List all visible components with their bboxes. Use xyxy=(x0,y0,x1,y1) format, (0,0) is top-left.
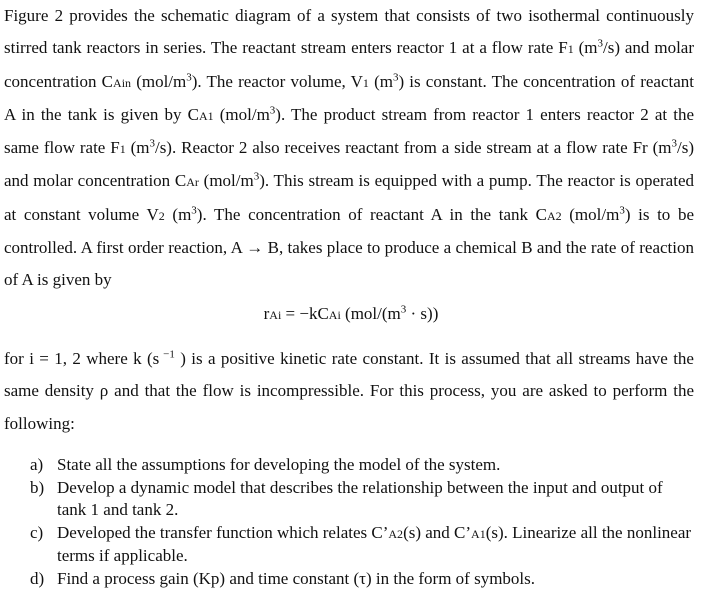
superscript: 3 xyxy=(619,204,625,217)
list-item-text: (s). Linearize all the nonlinear terms if applicable. xyxy=(57,522,692,566)
text-run: ) is a positive kinetic rate constant. It is assumed that all streams have the same density ρ and that the flow is incompressible. For this process, you are asked to perform the following: xyxy=(4,349,694,433)
text-run: (m xyxy=(573,38,598,58)
text-run: ). This stream is equipped with a pump. The reactor is operated at constant volume V xyxy=(4,171,694,224)
task-list xyxy=(30,454,694,591)
list-item-text: State all the assumptions for developing the model of the system. xyxy=(57,455,501,474)
subscript: 1 xyxy=(362,75,369,90)
list-marker: b) xyxy=(30,477,45,497)
list-item xyxy=(30,454,694,477)
text-run: (mol/m xyxy=(561,204,620,224)
list-marker: c) xyxy=(30,522,44,542)
list-marker: a) xyxy=(30,455,44,474)
list-item xyxy=(30,477,694,522)
text-run: (mol/m xyxy=(131,71,187,91)
list-item-text: (s) and C’ xyxy=(403,522,472,542)
subscript: Ai xyxy=(269,308,282,322)
assumptions-paragraph xyxy=(4,343,694,440)
superscript: 3 xyxy=(392,70,399,83)
text-run: /s) and molar concentration C xyxy=(4,138,694,191)
superscript: −1 xyxy=(159,348,175,361)
text-run: /s). Reactor 2 also receives reactant from a side stream at a flow rate Fr (m xyxy=(154,138,672,158)
superscript: 3 xyxy=(191,204,197,217)
superscript: 3 xyxy=(186,70,192,83)
subscript: Ar xyxy=(186,175,199,190)
list-item xyxy=(30,568,694,591)
subscript: A2 xyxy=(388,526,404,541)
text-run: (mol/(m xyxy=(340,304,401,323)
list-marker: d) xyxy=(30,568,45,588)
text-run: ) is constant. The concentration of reactant A in the tank is given by C xyxy=(4,71,694,124)
list-item-text: Find a process gain (Kp) and time constant (τ) in the form of symbols. xyxy=(57,568,536,588)
list-item xyxy=(30,522,694,568)
list-item-text: Develop a dynamic model that describes the relationship between the input and output of tank 1 and tank 2. xyxy=(57,477,663,520)
subscript: 1 xyxy=(567,42,574,57)
text-run: ). The concentration of reactant A in the tank C xyxy=(196,204,547,224)
text-run: ). The reactor volume, V xyxy=(191,71,363,91)
text-run: for i = 1, 2 where k (s xyxy=(4,349,160,368)
rate-equation xyxy=(0,303,702,326)
subscript: A2 xyxy=(546,208,562,223)
subscript: 1 xyxy=(119,142,126,157)
superscript: 3 xyxy=(597,37,603,50)
superscript: 3 xyxy=(149,137,155,150)
text-run: (m xyxy=(125,138,150,158)
subscript: A1 xyxy=(198,108,214,123)
list-item-text: Developed the transfer function which relates C’ xyxy=(57,522,389,542)
text-run: · s)) xyxy=(406,304,439,323)
text-run: ). The product stream from reactor 1 enters reactor 2 at the same flow rate F xyxy=(4,104,694,158)
superscript: 3 xyxy=(400,303,407,316)
text-run: (mol/m xyxy=(198,171,254,191)
text-run: (mol/m xyxy=(213,104,270,124)
superscript: 3 xyxy=(253,170,260,183)
subscript: Ain xyxy=(113,75,132,90)
text-run: (m xyxy=(368,71,393,91)
text-run: r xyxy=(263,304,270,323)
problem-description-paragraph xyxy=(4,0,694,297)
text-run: Figure 2 provides the schematic diagram of a system that consists of two isothermal continuously stirred tank reactors in series. The reactant stream enters reactor 1 at a flow rate F xyxy=(4,6,694,58)
superscript: 3 xyxy=(269,104,276,117)
text-run: ) is to be controlled. A first order reaction, A → B, takes place to produce a chemical B and the rate of reaction of A is given by xyxy=(4,204,694,290)
subscript: 2 xyxy=(158,208,165,223)
subscript: A1 xyxy=(471,526,486,541)
text-run: (m xyxy=(164,204,192,224)
subscript: Ai xyxy=(328,308,341,322)
text-run: /s) and molar concentration C xyxy=(4,38,694,91)
superscript: 3 xyxy=(671,137,677,150)
text-run: = −kC xyxy=(281,304,329,323)
